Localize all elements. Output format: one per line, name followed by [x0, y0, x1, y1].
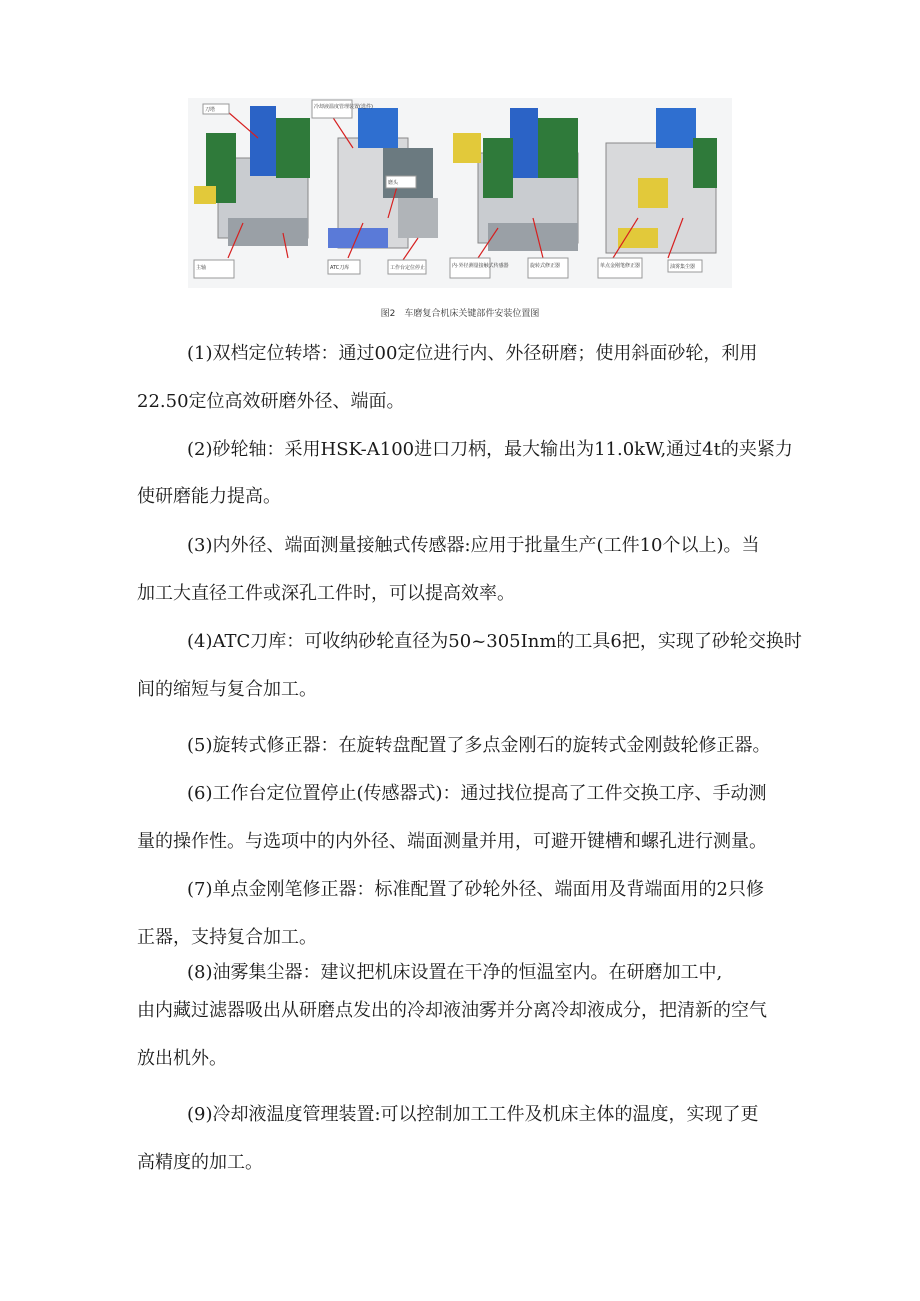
callout-label: 磨头	[388, 180, 399, 186]
figure-caption: 图2 车磨复合机床关键部件安装位置图	[380, 309, 540, 319]
paragraph-line: 间的缩短与复合加工。	[137, 679, 317, 700]
callout-label: ATC刀库	[330, 265, 350, 271]
callout-label: 旋转式修正器	[530, 263, 561, 269]
machine-illustration	[188, 98, 732, 288]
callout-label: 主轴	[196, 265, 207, 271]
paragraph-line: (7)单点金刚笔修正器：标准配置了砂轮外径、端面用及背端面用的2只修	[187, 879, 764, 900]
callout-label: 单点金刚笔修正器	[600, 263, 641, 269]
paragraph-line: 加工大直径工件或深孔工件时，可以提高效率。	[137, 583, 515, 604]
paragraph-line: (3)内外径、端面测量接触式传感器:应用于批量生产(工件10个以上)。当	[187, 535, 760, 556]
callout-label: 内·外径测量接触式传感器	[452, 263, 509, 269]
paragraph-line: (8)油雾集尘器：建议把机床设置在干净的恒温室内。在研磨加工中,	[187, 962, 723, 983]
paragraph-line: 使研磨能力提高。	[137, 486, 281, 507]
paragraph-line: (4)ATC刀库：可收纳砂轮直径为50~305Inm的工具6把，实现了砂轮交换时	[187, 631, 802, 652]
paragraph-line: (2)砂轮轴：采用HSK-A100进口刀柄，最大输出为11.0kW,通过4t的夹紧力	[187, 439, 793, 460]
paragraph-line: 22.50定位高效研磨外径、端面。	[137, 391, 405, 412]
machine-figure	[188, 98, 732, 288]
paragraph-line: 量的操作性。与选项中的内外径、端面测量并用，可避开键槽和螺孔进行测量。	[137, 831, 767, 852]
paragraph-line: 正器，支持复合加工。	[137, 927, 317, 948]
paragraph-line: 高精度的加工。	[137, 1152, 263, 1173]
paragraph-line: 由内藏过滤器吸出从研磨点发出的冷却液油雾并分离冷却液成分，把清新的空气	[137, 1000, 767, 1021]
paragraph-line: (5)旋转式修正器：在旋转盘配置了多点金刚石的旋转式金刚鼓轮修正器。	[187, 735, 771, 756]
callout-label: 油雾集尘器	[670, 264, 696, 270]
callout-label: 刀塔	[205, 107, 216, 113]
paragraph-line: (1)双档定位转塔：通过00定位进行内、外径研磨；使用斜面砂轮，利用	[187, 343, 758, 364]
callout-label: 冷却液温度管理装置(选件)	[314, 104, 373, 110]
paragraph-line: (9)冷却液温度管理装置:可以控制加工工件及机床主体的温度，实现了更	[187, 1104, 759, 1125]
paragraph-line: (6)工作台定位置停止(传感器式)：通过找位提高了工件交换工序、手动测	[187, 783, 767, 804]
callout-label: 工作台定位停止	[390, 265, 426, 271]
paragraph-line: 放出机外。	[137, 1048, 227, 1069]
